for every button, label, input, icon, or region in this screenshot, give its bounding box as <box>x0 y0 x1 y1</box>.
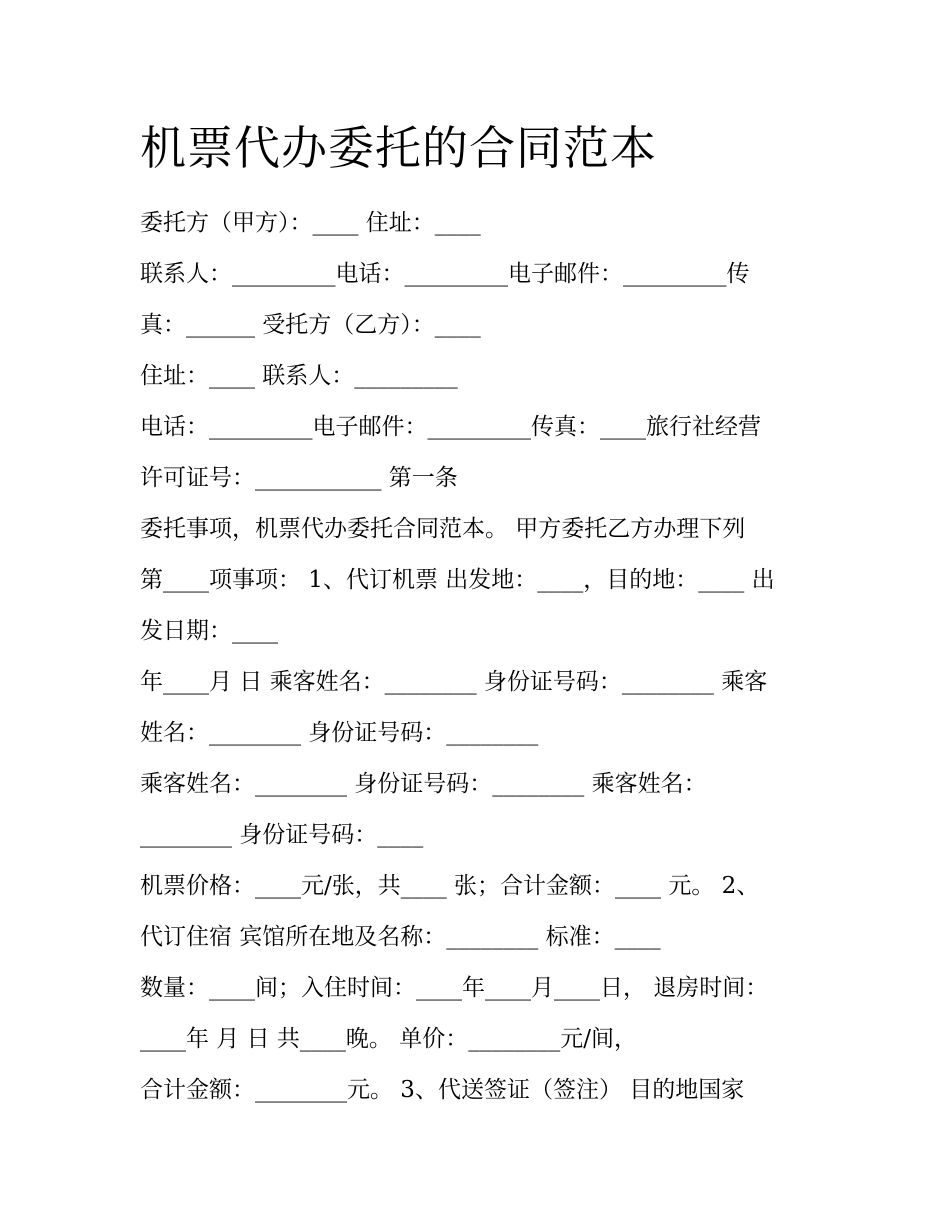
body-line: 联系人：_________电话：_________电子邮件：_________传 <box>140 261 750 287</box>
body-line: 第____项事项： 1、代订机票 出发地：____，目的地：____ 出 <box>140 567 775 593</box>
document-body <box>140 198 820 1116</box>
body-line: 住址：____ 联系人：_________ <box>140 363 458 389</box>
body-line: 乘客姓名：________ 身份证号码：________ 乘客姓名： <box>140 771 707 797</box>
body-line: 委托方（甲方）：____ 住址：____ <box>140 210 481 236</box>
body-line: 姓名：________ 身份证号码：________ <box>140 720 539 746</box>
body-line: 许可证号：___________ 第一条 <box>140 465 458 491</box>
body-line: 电话：_________电子邮件：_________传真：____旅行社经营 <box>140 414 761 440</box>
body-line: 年____月 日 乘客姓名：________ 身份证号码：________ 乘客 <box>140 669 768 695</box>
body-line: ____年 月 日 共____晚。 单价：________元/间， <box>140 1026 637 1052</box>
body-line: 合计金额：________元。 3、代送签证（签注） 目的地国家 <box>140 1077 745 1103</box>
body-line: 机票价格：____元/张，共____ 张；合计金额：____ 元。 2、 <box>140 873 760 899</box>
body-line: ________ 身份证号码：____ <box>140 822 424 848</box>
body-line: 委托事项，机票代办委托合同范本。 甲方委托乙方办理下列 <box>140 516 746 542</box>
document-title: 机票代办委托的合同范本 <box>140 121 657 175</box>
body-line: 数量：____间；入住时间：____年____月____日， 退房时间： <box>140 975 769 1001</box>
body-line: 真：______ 受托方（乙方）：____ <box>140 312 481 338</box>
body-line: 发日期：____ <box>140 618 278 644</box>
body-line: 代订住宿 宾馆所在地及名称：________ 标准：____ <box>140 924 661 950</box>
